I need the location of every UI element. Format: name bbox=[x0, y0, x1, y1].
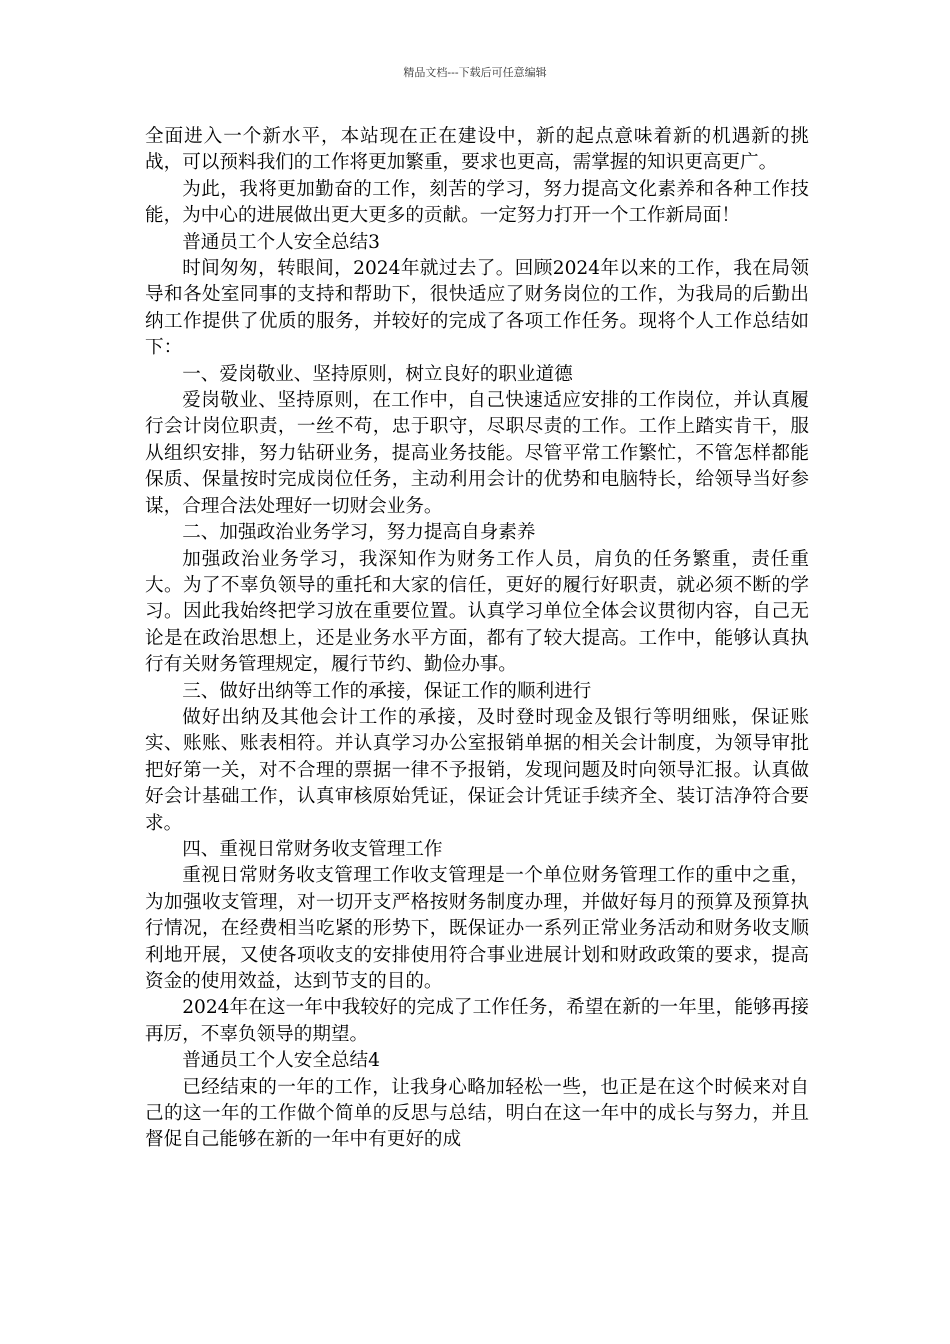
paragraph: 做好出纳及其他会计工作的承接，及时登时现金及银行等明细账，保证账实、账账、账表相符。并认真学习办公室报销单据的相关会计制度，为领导审批把好第一关，对不合理的票据一律不予报销，发现问题及时向领导汇报。认真做好会计基础工作，认真审核原始凭证，保证会计凭证手续齐全、装订洁净符合要求。 bbox=[145, 706, 809, 834]
paragraph: 重视日常财务收支管理工作收支管理是一个单位财务管理工作的重中之重，为加强收支管理，对一切开支严格按财务制度办理，并做好每月的预算及预算执行情况，在经费相当吃紧的形势下，既保证办一系列正常业务活动和财务收支顺利地开展，又使各项收支的安排使用符合事业进展计划和财政政策的要求，提高资金的使用效益，达到节支的目的。 bbox=[145, 865, 809, 992]
paragraph: 加强政治业务学习，我深知作为财务工作人员，肩负的任务繁重，责任重大。为了不辜负领导的重托和大家的信任，更好的履行好职责，就必须不断的学习。因此我始终把学习放在重要位置。认真学习单位全体会议贯彻内容，自己无论是在政治思想上，还是业务水平方面，都有了较大提高。工作中，能够认真执行有关财务管理规定，履行节约、勤俭办事。 bbox=[145, 548, 809, 676]
subsection-heading: 二、加强政治业务学习，努力提高自身素养 bbox=[182, 522, 536, 544]
paragraph: 为此，我将更加勤奋的工作，刻苦的学习，努力提高文化素养和各种工作技能，为中心的进展做出更大更多的贡献。一定努力打开一个工作新局面！ bbox=[145, 178, 809, 227]
subsection-heading: 三、做好出纳等工作的承接，保证工作的顺利进行 bbox=[182, 680, 592, 702]
paragraph: 2024年在这一年中我较好的完成了工作任务，希望在新的一年里，能够再接再厉，不辜负领导的期望。 bbox=[145, 997, 809, 1045]
paragraph: 已经结束的一年的工作，让我身心略加轻松一些，也正是在这个时候来对自己的这一年的工作做个简单的反思与总结，明白在这一年中的成长与努力，并且督促自己能够在新的一年中有更好的成 bbox=[145, 1076, 809, 1151]
section-title: 普通员工个人安全总结4 bbox=[182, 1050, 380, 1072]
paragraph: 爱岗敬业、坚持原则，在工作中，自己快速适应安排的工作岗位，并认真履行会计岗位职责，一丝不苟，忠于职守，尽职尽责的工作。工作上踏实肯干，服从组织安排，努力钻研业务，提高业务技能。尽管平常工作繁忙，不管怎样都能保质、保量按时完成岗位任务，主动利用会计的优势和电脑特长，给领导当好参谋，合理合法处理好一切财会业务。 bbox=[145, 390, 809, 517]
subsection-heading: 一、爱岗敬业、坚持原则，树立良好的职业道德 bbox=[182, 363, 573, 385]
page-header: 精品文档---下载后可任意编辑 bbox=[403, 66, 547, 79]
subsection-heading: 四、重视日常财务收支管理工作 bbox=[182, 838, 443, 860]
section-title: 普通员工个人安全总结3 bbox=[182, 231, 380, 253]
paragraph: 时间匆匆，转眼间，2024年就过去了。回顾2024年以来的工作，我在局领导和各处室同事的支持和帮助下，很快适应了财务岗位的工作，为我局的后勤出纳工作提供了优质的服务，并较好的完成了各项工作任务。现将个人工作总结如下： bbox=[145, 258, 809, 359]
document-body bbox=[145, 124, 809, 1154]
paragraph-continuation: 全面进入一个新水平，本站现在正在建设中，新的起点意味着新的机遇新的挑战，可以预料我们的工作将更加繁重，要求也更高，需掌握的知识更高更广。 bbox=[145, 126, 809, 174]
